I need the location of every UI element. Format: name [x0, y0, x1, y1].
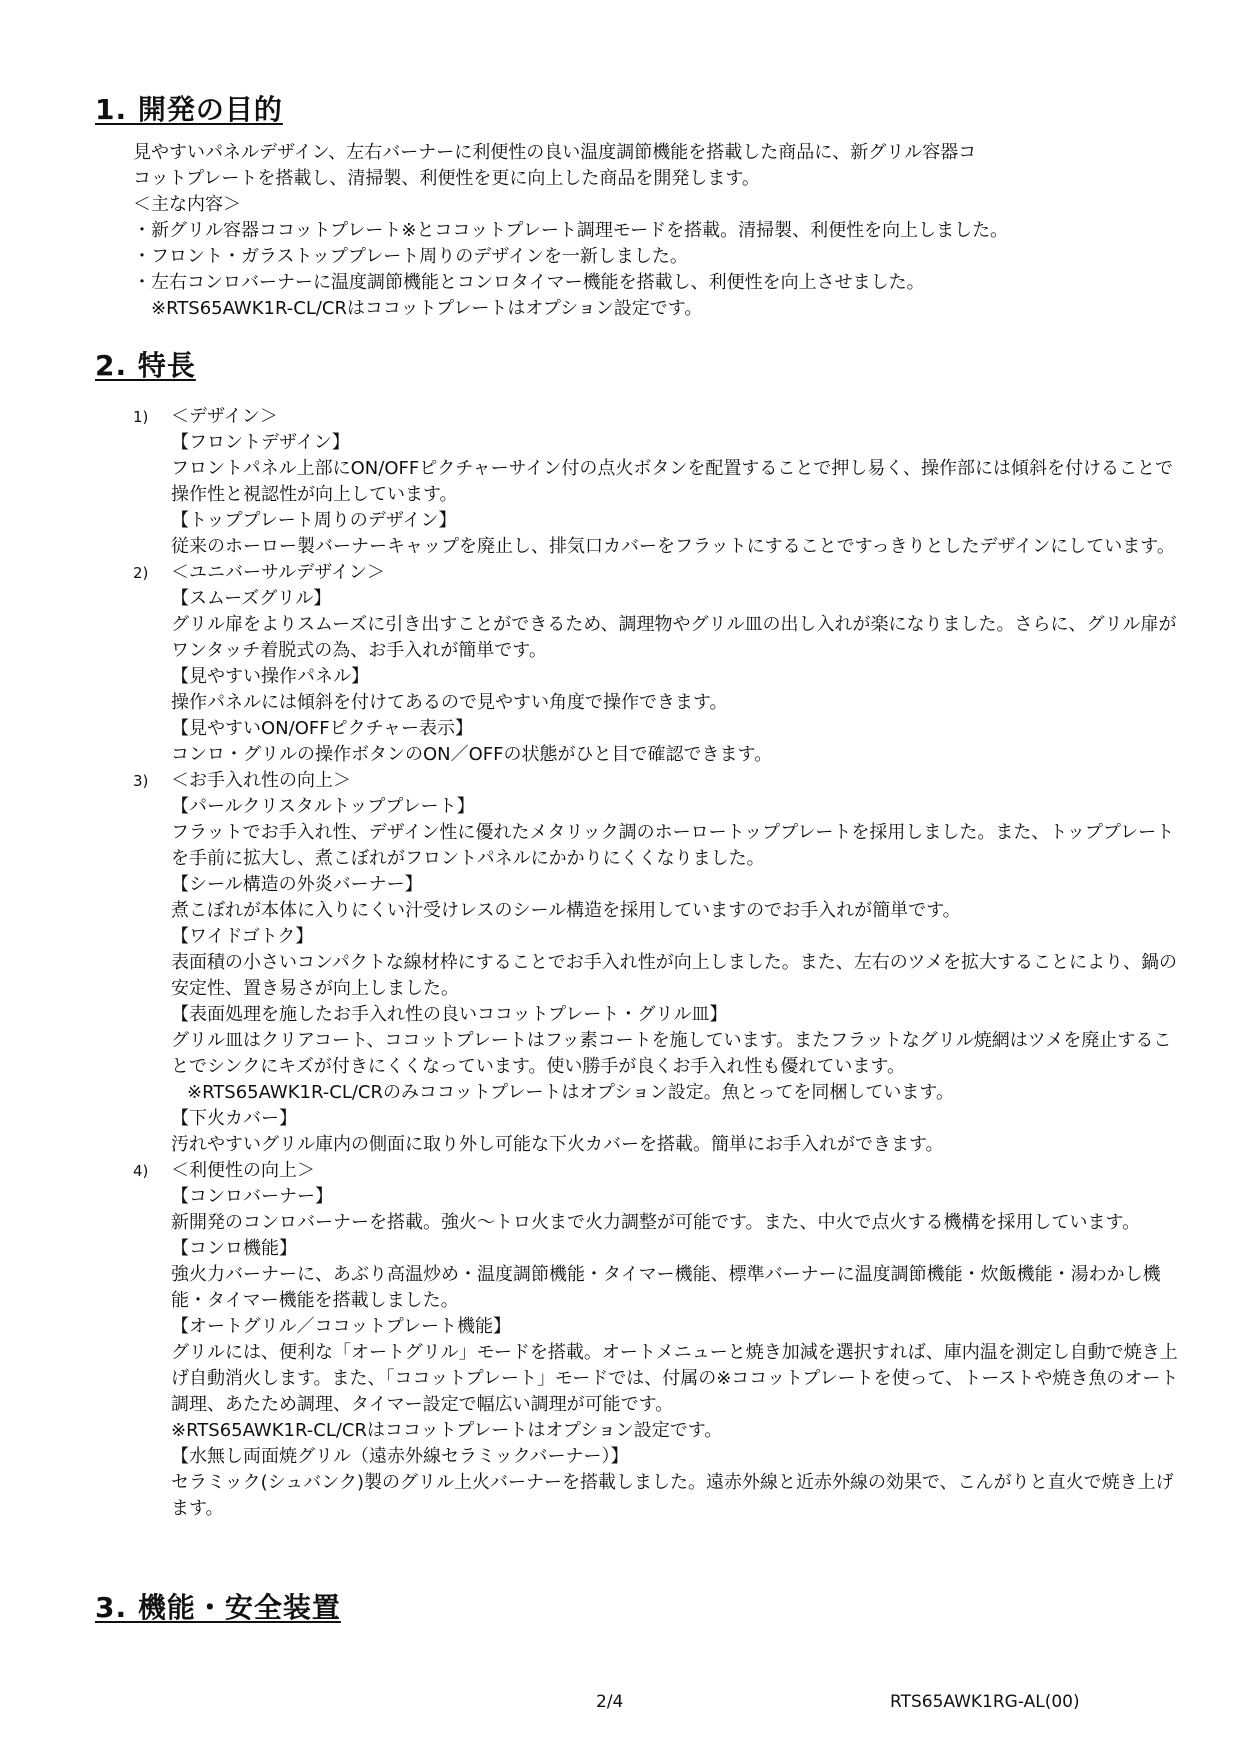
sub-body: グリルには、便利な「オートグリル」モードを搭載。オートメニューと焼き加減を選択すれば、庫内温を測定し自動で焼き上げ自動消火します。また、「ココットプレート」モードでは、付属の※ココットプレートを使って、トーストや焼き魚のオート調理、あたため調理、タイマー設定で幅広い調理が可能です。 [171, 1342, 1179, 1415]
sub-title: 【フロントデザイン】 [171, 432, 350, 453]
purpose-line: ・新グリル容器ココットプレート※とココットプレート調理モードを搭載。清掃製、利便性を向上しました。 [133, 220, 1009, 241]
page-number: 2/4 [596, 1692, 624, 1712]
feature-sub [171, 586, 1183, 768]
feature-sub [171, 794, 1183, 1158]
purpose-paragraph [133, 140, 1173, 322]
sub-body: フロントパネル上部にON/OFFピクチャーサイン付の点火ボタンを配置することで押し易く、操作部には傾斜を付けることで操作性と視認性が向上しています。 [171, 458, 1174, 505]
sub-body: 新開発のコンロバーナーを搭載。強火～トロ火まで火力調整が可能です。また、中火で点火する機構を採用しています。 [171, 1212, 1141, 1233]
sub-body: 従来のホーロー製バーナーキャップを廃止し、排気口カバーをフラットにすることですっきりとしたデザインにしています。 [171, 536, 1175, 557]
sub-body: 強火力バーナーに、あぶり高温炒め・温度調節機能・タイマー機能、標準バーナーに温度調節機能・炊飯機能・湯わかし機能・タイマー機能を搭載しました。 [171, 1264, 1161, 1311]
sub-body: 汚れやすいグリル庫内の側面に取り外し可能な下火カバーを搭載。簡単にお手入れができます。 [171, 1134, 944, 1155]
feature-title: ＜デザイン＞ [171, 406, 278, 427]
feature-number: 3) [133, 772, 149, 790]
sub-title: 【見やすい操作パネル】 [171, 666, 369, 687]
sub-body: グリル皿はクリアコート、ココットプレートはフッ素コートを施しています。またフラットなグリル焼網はツメを廃止することでシンクにキズが付きにくくなっています。使い勝手が良くお手入れ性も優れています。 [171, 1030, 1172, 1077]
sub-title: 【スムーズグリル】 [171, 588, 332, 609]
sub-title: 【表面処理を施したお手入れ性の良いココットプレート・グリル皿】 [171, 1004, 728, 1025]
feature-item-header [133, 1158, 1183, 1184]
purpose-line: ・左右コンロバーナーに温度調節機能とコンロタイマー機能を搭載し、利便性を向上させました。 [133, 272, 925, 293]
sub-body: フラットでお手入れ性、デザイン性に優れたメタリック調のホーロートッププレートを採用しました。また、トッププレートを手前に拡大し、煮こぼれがフロントパネルにかかりにくくなりました。 [171, 822, 1175, 869]
feature-title: ＜お手入れ性の向上＞ [171, 770, 351, 791]
feature-number: 2) [133, 564, 149, 582]
sub-body: 操作パネルには傾斜を付けてあるので見やすい角度で操作できます。 [171, 692, 728, 713]
sub-body: コンロ・グリルの操作ボタンのON／OFFの状態がひと目で確認できます。 [171, 744, 773, 765]
sub-title: 【オートグリル／ココットプレート機能】 [171, 1316, 512, 1337]
feature-sub [171, 430, 1183, 560]
purpose-line: ・フロント・ガラストッププレート周りのデザインを一新しました。 [133, 246, 688, 267]
sub-title: 【トッププレート周りのデザイン】 [171, 510, 457, 531]
sub-title: 【ワイドゴトク】 [171, 926, 314, 947]
sub-title: 【シール構造の外炎バーナー】 [171, 874, 423, 895]
sub-title: 【コンロ機能】 [171, 1238, 297, 1259]
feature-title: ＜利便性の向上＞ [171, 1160, 315, 1181]
feature-title: ＜ユニバーサルデザイン＞ [171, 562, 385, 583]
sub-body: 表面積の小さいコンパクトな線材枠にすることでお手入れ性が向上しました。また、左右のツメを拡大することにより、鍋の安定性、置き易さが向上しました。 [171, 952, 1178, 999]
sub-body: グリル扉をよりスムーズに引き出すことができるため、調理物やグリル皿の出し入れが楽になりました。さらに、グリル扉がワンタッチ着脱式の為、お手入れが簡単です。 [171, 614, 1177, 661]
purpose-line: 見やすいパネルデザイン、左右バーナーに利便性の良い温度調節機能を搭載した商品に、新グリル容器コ [133, 142, 977, 163]
section-title-functions: 3. 機能・安全装置 [95, 1591, 341, 1624]
document-code: RTS65AWK1RG-AL(00) [890, 1692, 1080, 1712]
feature-item-header [133, 768, 1183, 794]
section-title-features: 2. 特長 [95, 349, 196, 382]
features-list [133, 404, 1183, 1522]
sub-body: 煮こぼれが本体に入りにくい汁受けレスのシール構造を採用していますのでお手入れが簡単です。 [171, 900, 961, 921]
sub-title: 【見やすいON/OFFピクチャー表示】 [171, 718, 474, 739]
sub-title: 【水無し両面焼グリル（遠赤外線セラミックバーナー）】 [171, 1446, 629, 1467]
sub-title: 【コンロバーナー】 [171, 1186, 333, 1207]
sub-note: ※RTS65AWK1R-CL/CRのみココットプレートはオプション設定。魚とってを同梱しています。 [187, 1082, 954, 1103]
purpose-line: コットプレートを搭載し、清掃製、利便性を更に向上した商品を開発します。 [133, 168, 760, 189]
sub-body: セラミック(シュバンク)製のグリル上火バーナーを搭載しました。遠赤外線と近赤外線の効果で、こんがりと直火で焼き上げます。 [171, 1472, 1174, 1519]
section-title-purpose: 1. 開発の目的 [95, 93, 283, 126]
feature-item-header [133, 560, 1183, 586]
feature-item-header [133, 404, 1183, 430]
feature-sub [171, 1184, 1183, 1522]
feature-number: 4) [133, 1162, 149, 1180]
purpose-line: ＜主な内容＞ [133, 194, 241, 215]
sub-title: 【下火カバー】 [171, 1108, 297, 1129]
sub-title: 【パールクリスタルトッププレート】 [171, 796, 475, 817]
purpose-line: ※RTS65AWK1R-CL/CRはココットプレートはオプション設定です。 [133, 298, 703, 319]
feature-number: 1) [133, 408, 149, 426]
sub-note: ※RTS65AWK1R-CL/CRはココットプレートはオプション設定です。 [171, 1420, 723, 1441]
